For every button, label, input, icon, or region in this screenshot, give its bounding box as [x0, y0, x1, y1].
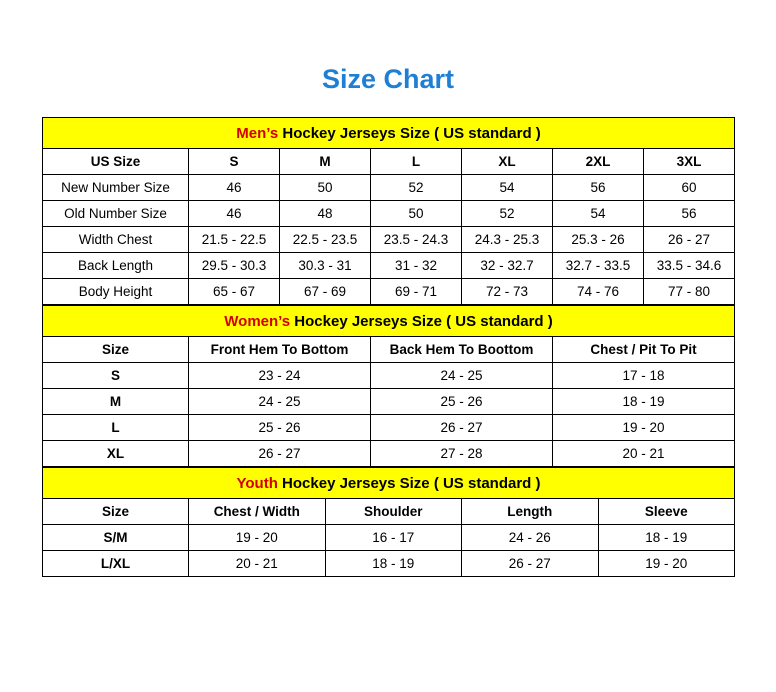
womens-size-table	[42, 305, 735, 467]
mens-cell: 72 - 73	[462, 279, 553, 305]
size-tables	[42, 117, 734, 577]
mens-header-cell: M	[280, 149, 371, 175]
youth-header-cell: Size	[43, 499, 189, 525]
youth-banner	[43, 468, 735, 499]
womens-cell: 24 - 25	[371, 363, 553, 389]
mens-row-label: Old Number Size	[43, 201, 189, 227]
womens-banner	[43, 306, 735, 337]
womens-row-label: M	[43, 389, 189, 415]
womens-header-cell: Back Hem To Boottom	[371, 337, 553, 363]
mens-cell: 29.5 - 30.3	[189, 253, 280, 279]
mens-banner-accent: Men’s	[236, 124, 279, 142]
mens-cell: 50	[280, 175, 371, 201]
womens-header-cell: Chest / Pit To Pit	[553, 337, 735, 363]
mens-row-label: Back Length	[43, 253, 189, 279]
womens-cell: 18 - 19	[553, 389, 735, 415]
mens-cell: 52	[371, 175, 462, 201]
mens-cell: 46	[189, 201, 280, 227]
mens-cell: 54	[553, 201, 644, 227]
mens-cell: 56	[553, 175, 644, 201]
womens-cell: 24 - 25	[189, 389, 371, 415]
mens-cell: 24.3 - 25.3	[462, 227, 553, 253]
table-row	[43, 201, 735, 227]
mens-cell: 60	[644, 175, 735, 201]
womens-cell: 25 - 26	[371, 389, 553, 415]
youth-row-label: L/XL	[43, 551, 189, 577]
mens-cell: 32.7 - 33.5	[553, 253, 644, 279]
table-row	[43, 253, 735, 279]
mens-cell: 25.3 - 26	[553, 227, 644, 253]
mens-header-cell: L	[371, 149, 462, 175]
mens-cell: 67 - 69	[280, 279, 371, 305]
womens-cell: 25 - 26	[189, 415, 371, 441]
mens-cell: 65 - 67	[189, 279, 280, 305]
table-row	[43, 525, 735, 551]
mens-header-cell: S	[189, 149, 280, 175]
womens-row-label: L	[43, 415, 189, 441]
youth-header-cell: Shoulder	[325, 499, 462, 525]
mens-row-label: Body Height	[43, 279, 189, 305]
mens-cell: 56	[644, 201, 735, 227]
womens-cell: 19 - 20	[553, 415, 735, 441]
table-row	[43, 337, 735, 363]
youth-header-cell: Sleeve	[598, 499, 735, 525]
womens-cell: 26 - 27	[371, 415, 553, 441]
table-row	[43, 389, 735, 415]
womens-row-label: S	[43, 363, 189, 389]
mens-header-cell: US Size	[43, 149, 189, 175]
table-row	[43, 415, 735, 441]
youth-cell: 19 - 20	[598, 551, 735, 577]
mens-cell: 30.3 - 31	[280, 253, 371, 279]
womens-banner-rest: Hockey Jerseys Size ( US standard )	[290, 312, 553, 330]
womens-row-label: XL	[43, 441, 189, 467]
table-row	[43, 363, 735, 389]
youth-cell: 18 - 19	[325, 551, 462, 577]
mens-cell: 32 - 32.7	[462, 253, 553, 279]
mens-cell: 31 - 32	[371, 253, 462, 279]
table-row	[43, 499, 735, 525]
mens-banner	[43, 118, 735, 149]
youth-cell: 24 - 26	[462, 525, 599, 551]
mens-cell: 33.5 - 34.6	[644, 253, 735, 279]
table-row	[43, 441, 735, 467]
womens-header-cell: Size	[43, 337, 189, 363]
youth-size-table	[42, 467, 735, 577]
mens-row-label: Width Chest	[43, 227, 189, 253]
mens-header-cell: 2XL	[553, 149, 644, 175]
womens-cell: 23 - 24	[189, 363, 371, 389]
table-row	[43, 175, 735, 201]
mens-cell: 26 - 27	[644, 227, 735, 253]
table-row	[43, 551, 735, 577]
mens-cell: 77 - 80	[644, 279, 735, 305]
youth-header-cell: Chest / Width	[189, 499, 326, 525]
youth-cell: 20 - 21	[189, 551, 326, 577]
womens-cell: 20 - 21	[553, 441, 735, 467]
table-row	[43, 279, 735, 305]
mens-banner-rest: Hockey Jerseys Size ( US standard )	[278, 124, 541, 142]
table-row	[43, 227, 735, 253]
womens-banner-accent: Women’s	[224, 312, 291, 330]
youth-banner-rest: Hockey Jerseys Size ( US standard )	[277, 474, 541, 492]
mens-cell: 54	[462, 175, 553, 201]
youth-cell: 26 - 27	[462, 551, 599, 577]
mens-cell: 46	[189, 175, 280, 201]
mens-cell: 69 - 71	[371, 279, 462, 305]
mens-cell: 21.5 - 22.5	[189, 227, 280, 253]
mens-header-cell: 3XL	[644, 149, 735, 175]
mens-cell: 74 - 76	[553, 279, 644, 305]
womens-header-cell: Front Hem To Bottom	[189, 337, 371, 363]
table-row-banner	[43, 306, 735, 337]
mens-header-cell: XL	[462, 149, 553, 175]
table-row-banner	[43, 468, 735, 499]
mens-cell: 50	[371, 201, 462, 227]
mens-size-table	[42, 117, 735, 305]
youth-row-label: S/M	[43, 525, 189, 551]
mens-cell: 52	[462, 201, 553, 227]
womens-cell: 27 - 28	[371, 441, 553, 467]
womens-cell: 26 - 27	[189, 441, 371, 467]
mens-cell: 23.5 - 24.3	[371, 227, 462, 253]
mens-row-label: New Number Size	[43, 175, 189, 201]
youth-header-cell: Length	[462, 499, 599, 525]
mens-cell: 48	[280, 201, 371, 227]
table-row-banner	[43, 118, 735, 149]
page-title: Size Chart	[321, 64, 455, 94]
youth-cell: 19 - 20	[189, 525, 326, 551]
table-row	[43, 149, 735, 175]
youth-cell: 16 - 17	[325, 525, 462, 551]
mens-cell: 22.5 - 23.5	[280, 227, 371, 253]
youth-cell: 18 - 19	[598, 525, 735, 551]
youth-banner-accent: Youth	[236, 474, 278, 492]
womens-cell: 17 - 18	[553, 363, 735, 389]
